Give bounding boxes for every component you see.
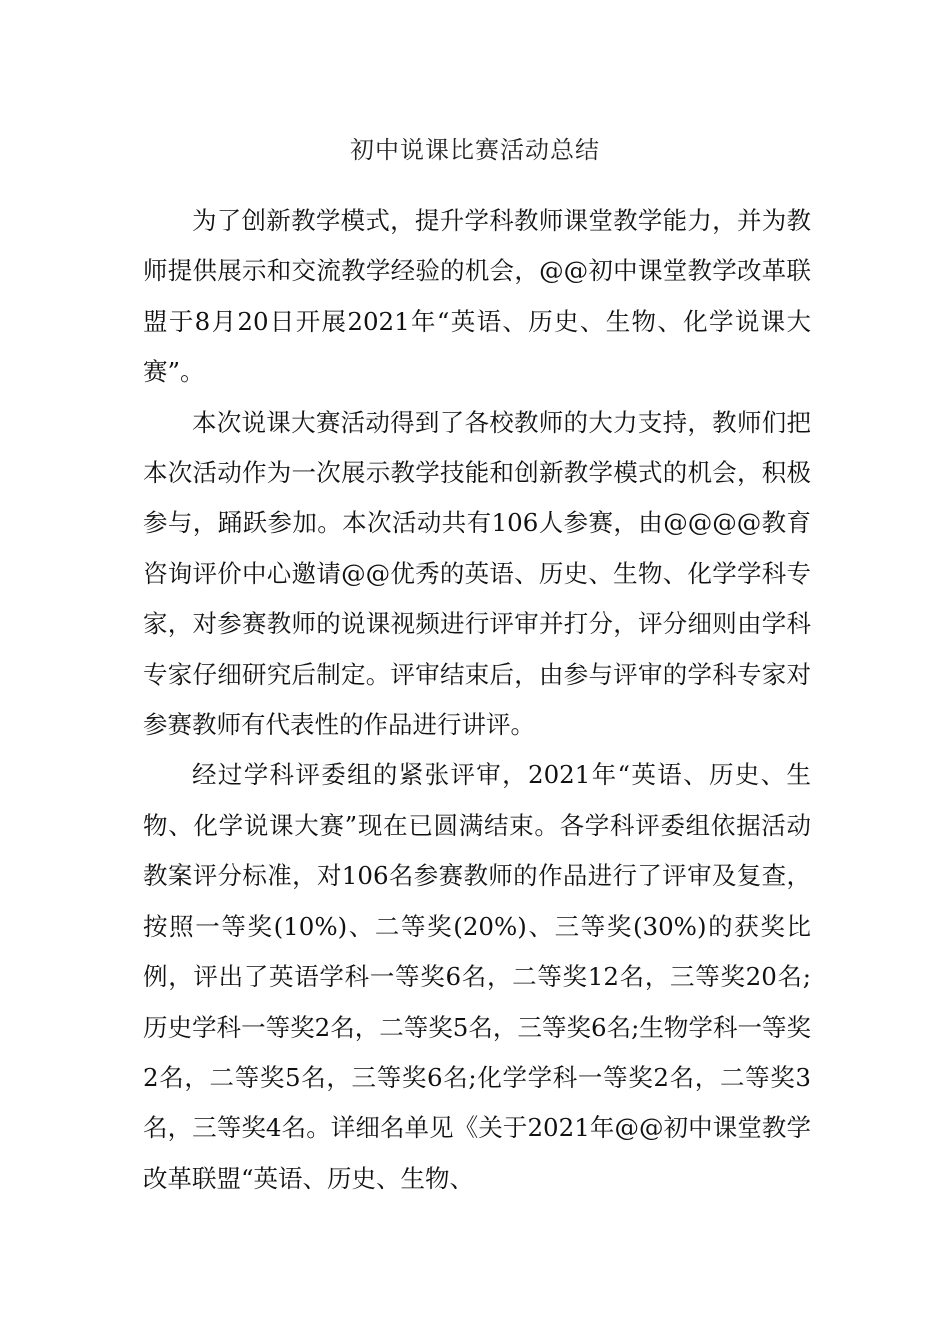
- document-title: 初中说课比赛活动总结: [350, 136, 600, 164]
- document-body: [143, 196, 811, 1204]
- paragraph-3: 经过学科评委组的紧张评审，2021年“英语、历史、生物、化学说课大赛”现在已圆满结束。各学科评委组依据活动教案评分标准，对106名参赛教师的作品进行了评审及复查，按照一等奖(10%)、二等奖(20%)、三等奖(30%)的获奖比例，评出了英语学科一等奖6名，二等奖12名，三等奖20名;历史学科一等奖2名，二等奖5名，三等奖6名;生物学科一等奖2名，二等奖5名，三等奖6名;化学学科一等奖2名，二等奖3名，三等奖4名。详细名单见《关于2021年@@初中课堂教学改革联盟“英语、历史、生物、: [143, 760, 811, 1193]
- paragraph-1: 为了创新教学模式，提升学科教师课堂教学能力，并为教师提供展示和交流教学经验的机会，@@初中课堂教学改革联盟于8月20日开展2021年“英语、历史、生物、化学说课大赛”。: [143, 206, 811, 387]
- paragraph-2: 本次说课大赛活动得到了各校教师的大力支持，教师们把本次活动作为一次展示教学技能和创新教学模式的机会，积极参与，踊跃参加。本次活动共有106人参赛，由@@@@教育咨询评价中心邀请@@优秀的英语、历史、生物、化学学科专家，对参赛教师的说课视频进行评审并打分，评分细则由学科专家仔细研究后制定。评审结束后，由参与评审的学科专家对参赛教师有代表性的作品进行讲评。: [143, 407, 811, 740]
